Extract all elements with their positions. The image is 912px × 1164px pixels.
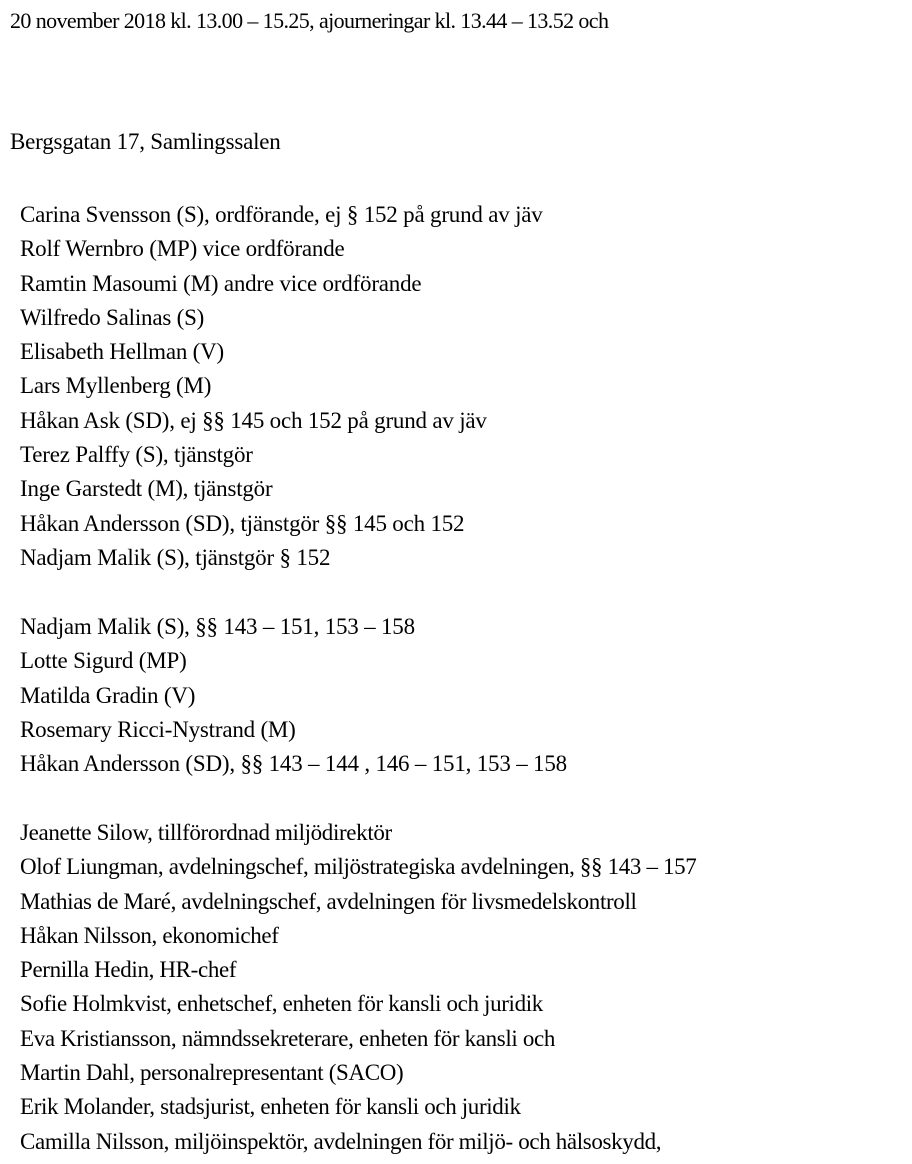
member-row: Håkan Ask (SD), ej §§ 145 och 152 på grund av jäv <box>20 407 487 433</box>
deputy-row: Håkan Andersson (SD), §§ 143 – 144 , 146 – 151, 153 – 158 <box>20 751 567 777</box>
member-row: Wilfredo Salinas (S) <box>20 304 205 330</box>
other-present-row: Sofie Holmkvist, enhetschef, enheten för kansli och juridik <box>20 991 543 1017</box>
other-present-row: Camilla Nilsson, miljöinspektör, avdelningen för miljö- och hälsoskydd, <box>20 1128 662 1154</box>
member-row: Inge Garstedt (M), tjänstgör <box>20 476 273 502</box>
member-row: Carina Svensson (S), ordförande, ej § 152 på grund av jäv <box>20 202 543 227</box>
other-present-row: Olof Liungman, avdelningschef, miljöstrategiska avdelningen, §§ 143 – 157 <box>20 854 697 880</box>
member-row: Ramtin Masoumi (M) andre vice ordförande <box>20 270 422 296</box>
deputy-row: Nadjam Malik (S), §§ 143 – 151, 153 – 158 <box>20 614 415 639</box>
member-row: Elisabeth Hellman (V) <box>20 339 225 365</box>
members-list <box>20 198 543 575</box>
meeting-place: Bergsgatan 17, Samlingssalen <box>10 129 281 154</box>
other-present-row: Mathias de Maré, avdelningschef, avdelningen för livsmedelskontroll <box>20 888 637 914</box>
other-present-row: Martin Dahl, personalrepresentant (SACO) <box>20 1060 404 1086</box>
deputy-row: Rosemary Ricci-Nystrand (M) <box>20 716 296 742</box>
others-present-list <box>20 816 696 1159</box>
meeting-date-time: 20 november 2018 kl. 13.00 – 15.25, ajourneringar kl. 13.44 – 13.52 och <box>10 8 609 33</box>
other-present-row: Erik Molander, stadsjurist, enheten för kansli och juridik <box>20 1094 521 1120</box>
member-row: Lars Myllenberg (M) <box>20 373 212 399</box>
member-row: Nadjam Malik (S), tjänstgör § 152 <box>20 544 331 570</box>
member-row: Rolf Wernbro (MP) vice ordförande <box>20 236 345 262</box>
other-present-row: Pernilla Hedin, HR-chef <box>20 957 237 983</box>
deputies-list <box>20 610 567 781</box>
other-present-row: Jeanette Silow, tillförordnad miljödirektör <box>20 820 392 845</box>
other-present-row: Håkan Nilsson, ekonomichef <box>20 922 279 948</box>
other-present-row: Eva Kristiansson, nämndssekreterare, enheten för kansli och <box>20 1025 556 1051</box>
member-row: Terez Palffy (S), tjänstgör <box>20 442 253 468</box>
deputy-row: Lotte Sigurd (MP) <box>20 648 187 674</box>
member-row: Håkan Andersson (SD), tjänstgör §§ 145 och 152 <box>20 510 465 536</box>
deputy-row: Matilda Gradin (V) <box>20 682 196 708</box>
